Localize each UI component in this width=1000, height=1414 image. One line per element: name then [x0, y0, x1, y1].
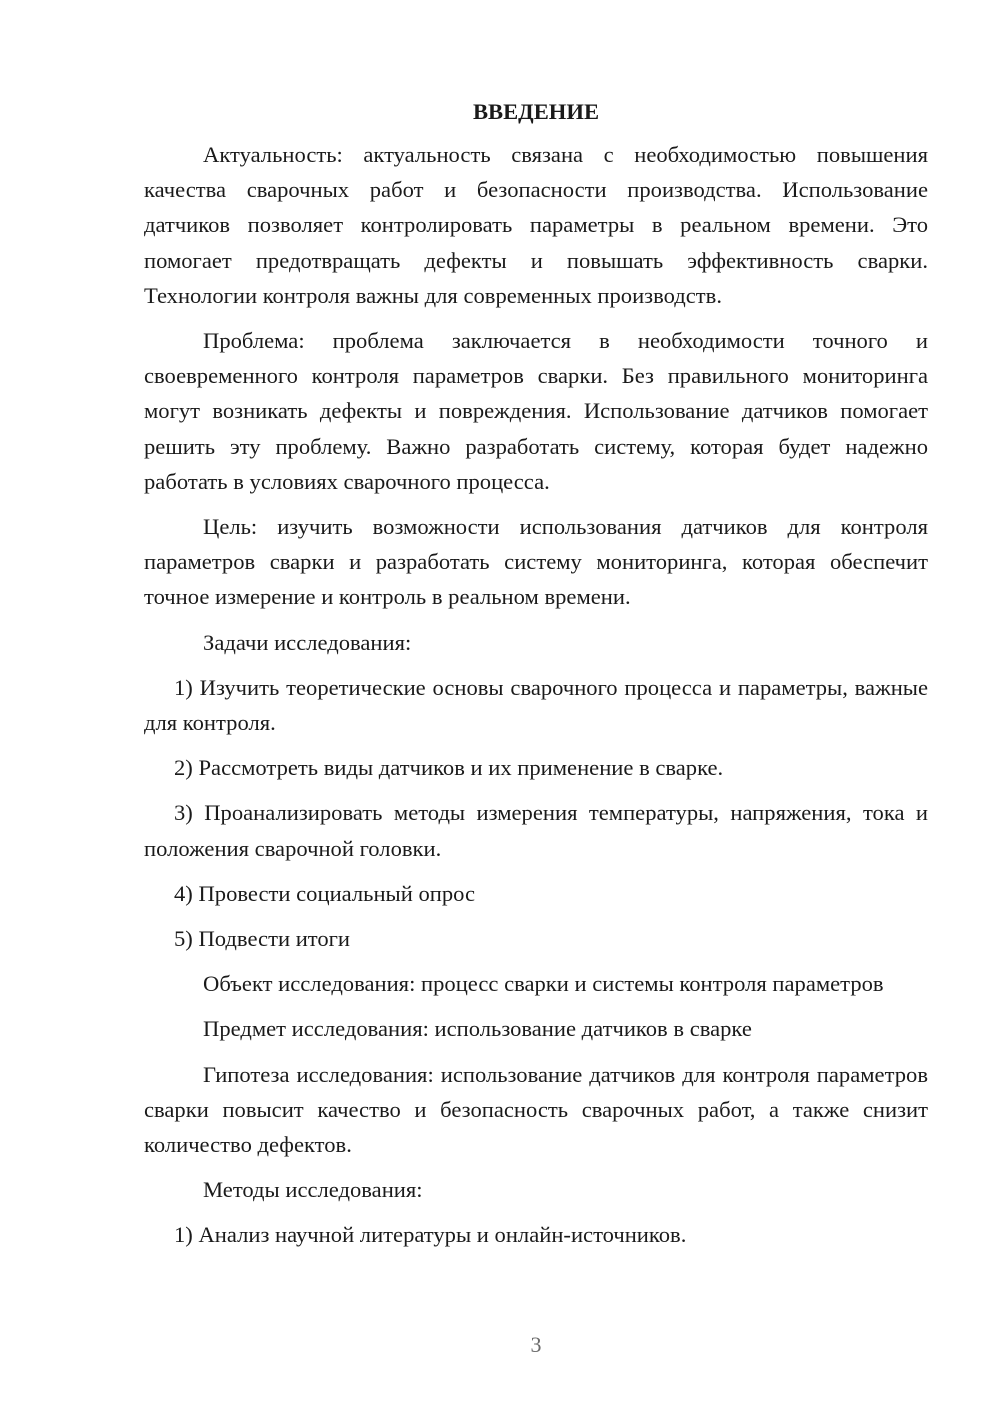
- page-number: 3: [530, 1332, 542, 1357]
- goal-paragraph: Цель: изучить возможности использования датчиков для контроля параметров сварки и разработать систему мониторинга, которая обеспечит точное измерение и контроль в реальном времени.: [144, 514, 928, 610]
- relevance-paragraph: Актуальность: актуальность связана с необходимостью повышения качества сварочных работ и безопасности производства. Использование датчиков позволяет контролировать параметры в реальном времени. Это помогает предотвращать дефекты и повышать эффективность сварки. Технологии контроля важны для современных производств.: [144, 142, 928, 308]
- methods-label: Методы исследования:: [203, 1177, 423, 1203]
- method-item-1: 1) Анализ научной литературы и онлайн-источников.: [174, 1222, 687, 1248]
- subject-paragraph: Предмет исследования: использование датчиков в сварке: [203, 1016, 752, 1042]
- task-item-4: 4) Провести социальный опрос: [174, 880, 476, 906]
- tasks-label: Задачи исследования:: [203, 629, 412, 655]
- hypothesis-paragraph: Гипотеза исследования: использование датчиков для контроля параметров сварки повысит качество и безопасность сварочных работ, а также снизит количество дефектов.: [144, 1061, 928, 1158]
- problem-paragraph: Проблема: проблема заключается в необходимости точного и своевременного контроля параметров сварки. Без правильного мониторинга могут возникать дефекты и повреждения. Использование датчиков помогает решить эту проблему. Важно разработать систему, которая будет надежно работать в условиях сварочного процесса.: [144, 328, 928, 494]
- section-heading: ВВЕДЕНИЕ: [472, 99, 600, 124]
- object-paragraph: Объект исследования: процесс сварки и системы контроля параметров: [203, 971, 884, 997]
- task-item-1: 1) Изучить теоретические основы сварочного процесса и параметры, важные для контроля.: [144, 674, 928, 736]
- task-item-2: 2) Рассмотреть виды датчиков и их применение в сварке.: [174, 755, 724, 781]
- task-item-5: 5) Подвести итоги: [174, 926, 351, 952]
- page-content: [144, 97, 928, 1263]
- task-item-3: 3) Проанализировать методы измерения температуры, напряжения, тока и положения сварочной головки.: [144, 800, 928, 861]
